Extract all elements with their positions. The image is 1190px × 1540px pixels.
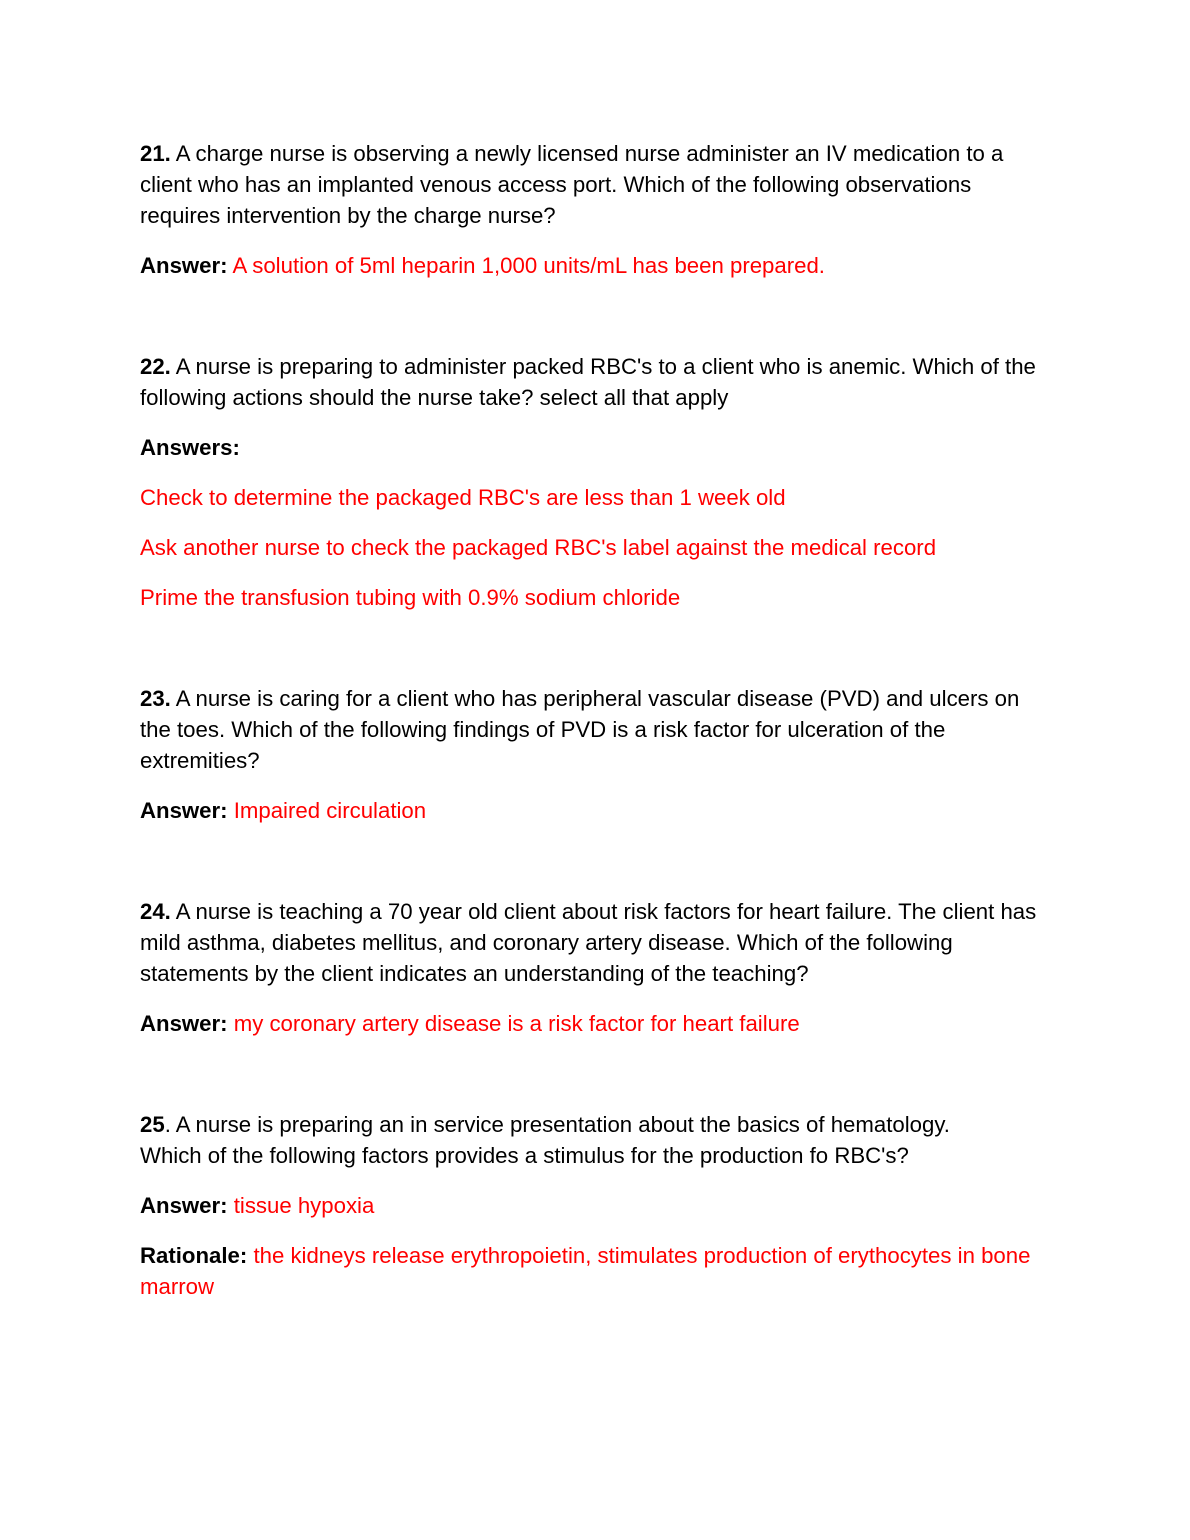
- question-text: [140, 138, 1040, 231]
- rationale-text: the kidneys release erythropoietin, stimulates production of erythocytes in bone marrow: [140, 1243, 1031, 1299]
- answer-text: A solution of 5ml heparin 1,000 units/mL has been prepared.: [232, 253, 825, 278]
- answer-line: [140, 432, 1060, 463]
- answer-line: [140, 250, 1060, 281]
- question-block-25: [140, 1109, 1060, 1302]
- rationale-label: Rationale:: [140, 1243, 248, 1268]
- question-number: 22.: [140, 354, 171, 379]
- answer-label: Answers:: [140, 435, 240, 460]
- question-number: 25: [140, 1112, 165, 1137]
- question-number: 21.: [140, 141, 171, 166]
- answer-item: Check to determine the packaged RBC's are less than 1 week old: [140, 485, 786, 510]
- question-body: . A nurse is preparing an in service presentation about the basics of hematology. Which of the following factors provides a stimulus for the production fo RBC's?: [140, 1112, 950, 1168]
- answer-label: Answer:: [140, 798, 228, 823]
- answer-item: Prime the transfusion tubing with 0.9% sodium chloride: [140, 585, 681, 610]
- question-body: A charge nurse is observing a newly licensed nurse administer an IV medication to a client who has an implanted venous access port. Which of the following observations requires intervention by the charge nurse?: [140, 141, 1004, 228]
- answer-text: Impaired circulation: [233, 798, 427, 823]
- question-text: [140, 351, 1050, 413]
- question-text: [140, 896, 1045, 989]
- question-text: [140, 1109, 1010, 1171]
- answer-label: Answer:: [140, 1011, 228, 1036]
- document-page: [140, 138, 1060, 1302]
- question-number: 23.: [140, 686, 171, 711]
- answer-line: [140, 795, 1060, 826]
- question-block-22: [140, 351, 1060, 613]
- answer-item: Ask another nurse to check the packaged RBC's label against the medical record: [140, 535, 937, 560]
- question-body: A nurse is teaching a 70 year old client about risk factors for heart failure. The client has mild asthma, diabetes mellitus, and coronary artery disease. Which of the following statements by the client indicates an understanding of the teaching?: [140, 899, 1037, 986]
- question-body: A nurse is preparing to administer packed RBC's to a client who is anemic. Which of the following actions should the nurse take? select all that apply: [140, 354, 1036, 410]
- answer-label: Answer:: [140, 1193, 228, 1218]
- question-block-23: [140, 683, 1060, 826]
- rationale-line: [140, 1240, 1040, 1302]
- question-body: A nurse is caring for a client who has peripheral vascular disease (PVD) and ulcers on the toes. Which of the following findings of PVD is a risk factor for ulceration of the extremities?: [140, 686, 1020, 773]
- answer-line: [140, 1190, 1060, 1221]
- question-text: [140, 683, 1050, 776]
- answer-text: my coronary artery disease is a risk factor for heart failure: [233, 1011, 800, 1036]
- answer-line: [140, 1008, 1060, 1039]
- question-block-24: [140, 896, 1060, 1039]
- answer-label: Answer:: [140, 253, 228, 278]
- answer-text: tissue hypoxia: [233, 1193, 375, 1218]
- question-block-21: [140, 138, 1060, 281]
- question-number: 24.: [140, 899, 171, 924]
